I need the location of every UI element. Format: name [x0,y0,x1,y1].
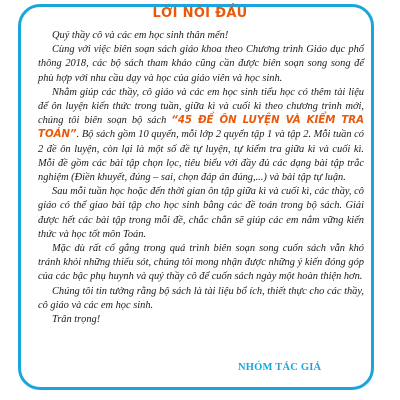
regards-line: Trân trọng! [52,314,101,326]
book-description-lead: Nhằm giúp các thầy, cô giáo và các em học sinh tiểu học có thêm tài liệu để ôn luyện kiến thức trong tuần, giữa kì và cuối kì theo chương trình mới, chúng tôi biên soạn bộ sách [38,86,364,127]
preface-body [38,29,364,327]
feedback-paragraph: Mặc dù rất cố gắng trong quá trình biên soạn song cuốn sách vẫn khó tránh khỏi những thiếu sót, chúng tôi mong nhận được những ý kiến đóng góp của các bậc phụ huynh và quý thầy cô để cuốn sách ngày một hoàn thiện hơn. [38,243,364,283]
usage-paragraph: Sau mỗi tuần học hoặc đến thời gian ôn tập giữa kì và cuối kì, các thầy, cô giáo có thể giao bài tập cho học sinh bằng các đề toán trong bộ sách. Giải được hết các bài tập trong mỗi đề, chắc chắn sẽ giúp các em nắm vững kiến thức và học tốt môn Toán. [38,186,364,240]
book-title-highlight: “45 ĐỀ ÔN LUYỆN VÀ KIỂM TRA TOÁN” [38,115,364,141]
book-description-rest: . Bộ sách gồm 10 quyển, mỗi lớp 2 quyển tập 1 và tập 2. Mỗi tuần có 2 đề ôn luyện, còn lại là một số đề tự luyện, tự kiểm tra giữa kì và cuối kì. Mỗi đề gồm các bài tập chọn lọc, tiêu biểu với đầy đủ các dạng bài tập trắc nghiệm (Điền khuyết, đúng – sai, chọn đáp án đúng,...) và bài tập tự luận. [38,129,364,184]
book-description-paragraph [38,86,364,185]
author-signature: NHÓM TÁC GIẢ [238,362,322,373]
page-title: LỜI NÓI ĐẦU [152,6,248,21]
greeting-paragraph: Quý thầy cô và các em học sinh thân mến! [52,30,229,41]
intro-paragraph: Cùng với việc biên soạn sách giáo khoa theo Chương trình Giáo dục phổ thông 2018, các bộ sách tham khảo cũng cần được biên soạn song song để phù hợp với nhu cầu dạy và học của giáo viên và học sinh. [38,44,364,84]
closing-paragraph: Chúng tôi tin tưởng rằng bộ sách là tài liệu bổ ích, thiết thực cho các thầy, cô giáo và các em học sinh. [38,285,364,311]
